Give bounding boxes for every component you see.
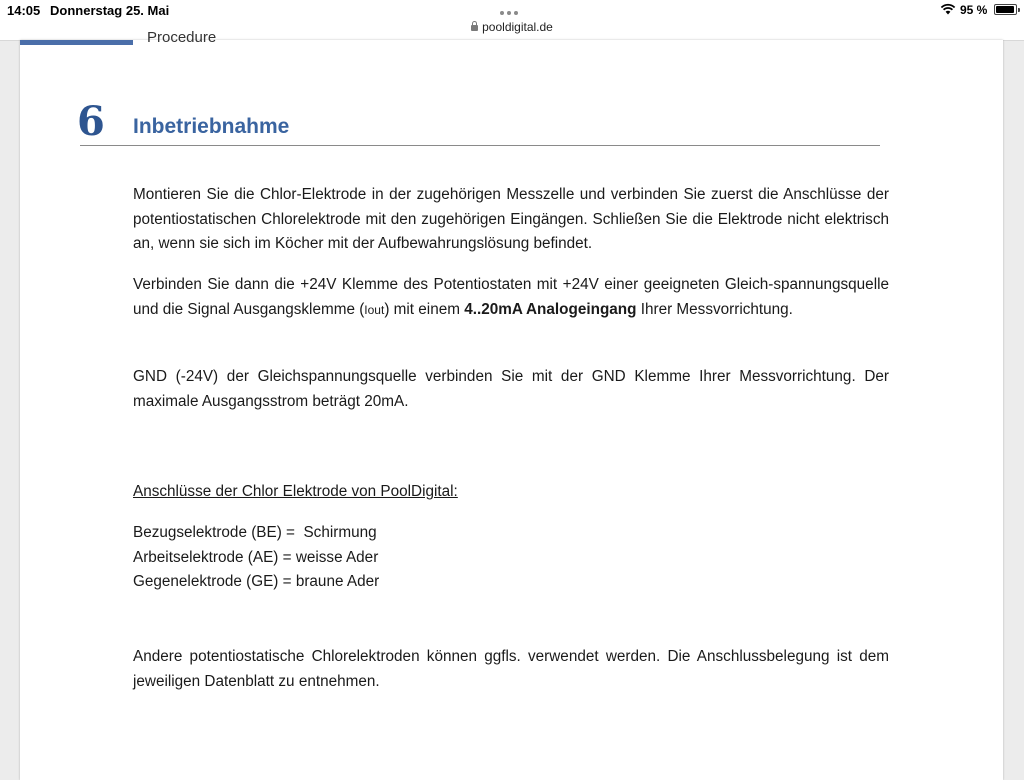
header-tab-decoration	[20, 40, 133, 45]
list-item: Bezugselektrode (BE) = Schirmung	[133, 524, 377, 541]
signal-output-label: Iout	[364, 302, 385, 317]
battery-icon	[994, 4, 1017, 15]
paragraph-wiring-text-2: ) mit einem	[384, 300, 465, 318]
paragraph-gnd: GND (-24V) der Gleichspannungsquelle verbinden Sie mit der GND Klemme Ihrer Messvorrichtung. Der maximale Ausgangsstrom beträgt 20mA.	[133, 368, 889, 410]
paragraph-wiring-text-1: Verbinden Sie dann die +24V Klemme des Potentiostaten mit +24V einer geeigneten Gleich-spannungsquelle und die Signal Ausgangsklemme (	[133, 276, 889, 318]
analog-input-label: 4..20mA Analogeingang	[464, 300, 637, 318]
connections-list	[133, 521, 379, 595]
connections-heading: Anschlüsse der Chlor Elektrode von PoolDigital:	[133, 483, 458, 500]
url-text: pooldigital.de	[482, 20, 553, 34]
list-item: Gegenelektrode (GE) = braune Ader	[133, 573, 380, 590]
list-item: Arbeitselektrode (AE) = weisse Ader	[133, 548, 379, 566]
status-time: 14:05	[7, 3, 41, 18]
chapter-title: Inbetriebnahme	[133, 115, 290, 138]
status-date: Donnerstag 25. Mai	[50, 3, 170, 18]
paragraph-wiring-text-3: Ihrer Messvorrichtung.	[636, 300, 793, 318]
document-page	[20, 40, 1003, 780]
battery-percent: 95 %	[960, 3, 988, 17]
paragraph-mounting: Montieren Sie die Chlor-Elektrode in der zugehörigen Messzelle und verbinden Sie zuerst die Anschlüsse der potentiostatischen Chlorelektrode mit den zugehörigen Eingängen. Schließen Sie die Elektrode nicht elektrisch an, wenn sie sich im Köcher mit der Aufbewahrungslösung befindet.	[133, 186, 889, 252]
chapter-divider	[80, 145, 880, 146]
paragraph-wiring	[133, 273, 889, 322]
wifi-icon	[940, 3, 956, 15]
lock-icon	[471, 25, 478, 31]
chapter-number: 6	[77, 98, 105, 145]
previous-page-header	[147, 31, 216, 37]
more-options-icon[interactable]	[500, 2, 524, 12]
paragraph-other-electrodes: Andere potentiostatische Chlorelektroden können ggfls. verwendet werden. Die Anschlussbelegung ist dem jeweiligen Datenblatt zu entnehmen.	[133, 648, 889, 690]
